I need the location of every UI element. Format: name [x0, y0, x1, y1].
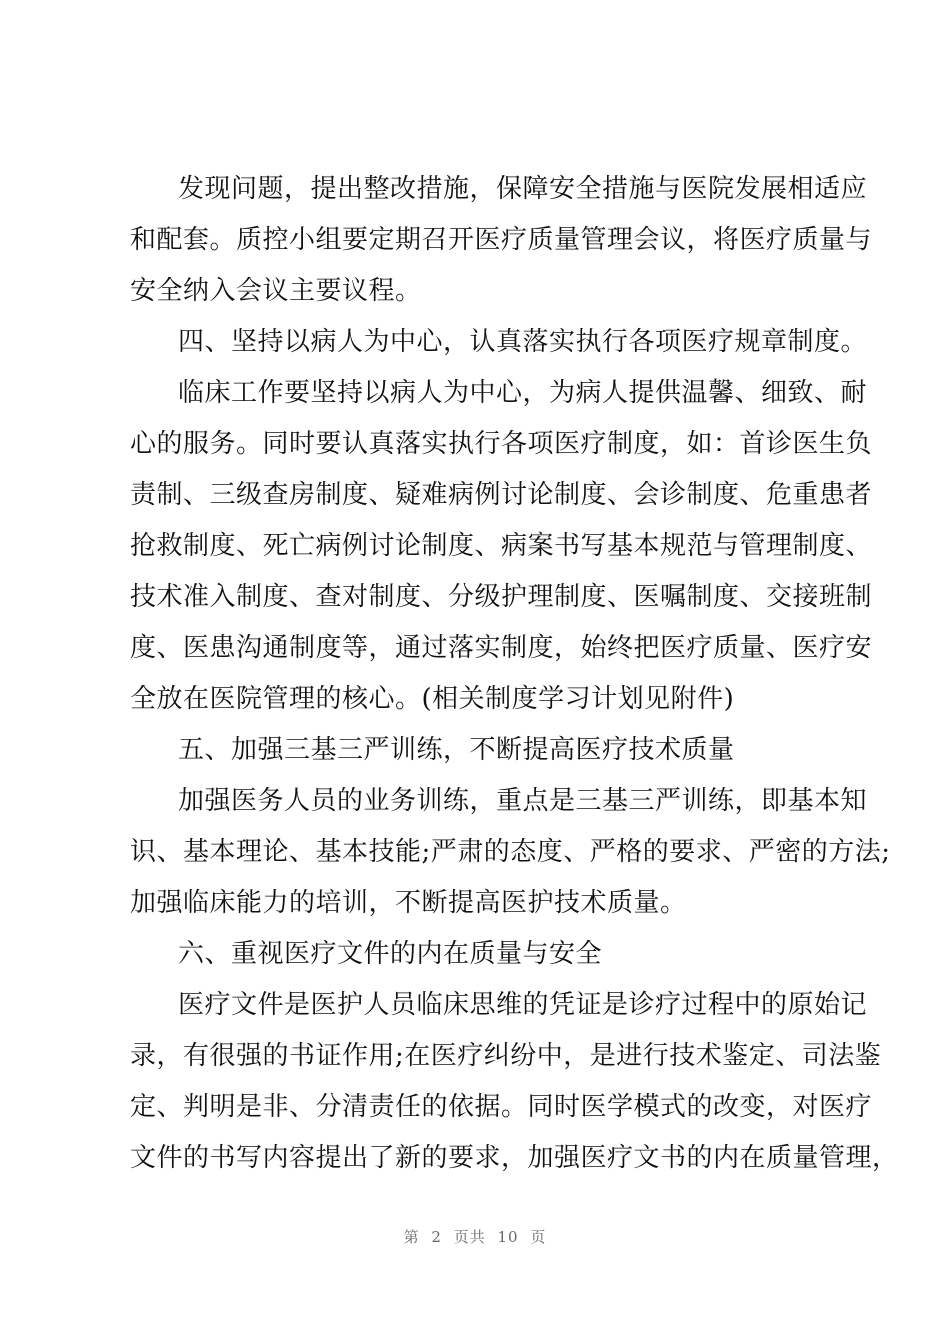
text-line: 心的服务。同时要认真落实执行各项医疗制度，如：首诊医生负: [130, 429, 873, 459]
text-line: 医疗文件是医护人员临床思维的凭证是诊疗过程中的原始记: [178, 990, 868, 1020]
text-line: 定、判明是非、分清责任的依据。同时医学模式的改变，对医疗: [130, 1092, 873, 1122]
text-line: 加强临床能力的培训，不断提高医护技术质量。: [130, 888, 687, 918]
page-number-footer: 第 2 页共 10 页: [403, 1228, 547, 1246]
text-line: 安全纳入会议主要议程。: [130, 276, 422, 306]
text-line: 抢救制度、死亡病例讨论制度、病案书写基本规范与管理制度、: [130, 531, 873, 561]
text-line: 识、基本理论、基本技能;严肃的态度、严格的要求、严密的方法;: [130, 837, 891, 867]
text-line: 技术准入制度、查对制度、分级护理制度、医嘱制度、交接班制: [130, 582, 873, 612]
text-line: 文件的书写内容提出了新的要求，加强医疗文书的内在质量管理，: [130, 1143, 899, 1173]
text-line: 临床工作要坚持以病人为中心，为病人提供温馨、细致、耐: [178, 378, 868, 408]
text-line: 和配套。质控小组要定期召开医疗质量管理会议，将医疗质量与: [130, 225, 873, 255]
text-line: 六、重视医疗文件的内在质量与安全: [178, 939, 603, 969]
text-line: 加强医务人员的业务训练，重点是三基三严训练，即基本知: [178, 786, 868, 816]
text-line: 录，有很强的书证作用;在医疗纠纷中，是进行技术鉴定、司法鉴: [130, 1041, 882, 1071]
body-text: [130, 164, 899, 1184]
text-line: 发现问题，提出整改措施，保障安全措施与医院发展相适应: [178, 174, 868, 204]
text-line: 责制、三级查房制度、疑难病例讨论制度、会诊制度、危重患者: [130, 480, 873, 510]
text-line: 全放在医院管理的核心。(相关制度学习计划见附件): [130, 684, 735, 714]
text-line: 五、加强三基三严训练，不断提高医疗技术质量: [178, 735, 735, 765]
text-line: 四、坚持以病人为中心，认真落实执行各项医疗规章制度。: [178, 327, 868, 357]
text-line: 度、医患沟通制度等，通过落实制度，始终把医疗质量、医疗安: [130, 633, 873, 663]
